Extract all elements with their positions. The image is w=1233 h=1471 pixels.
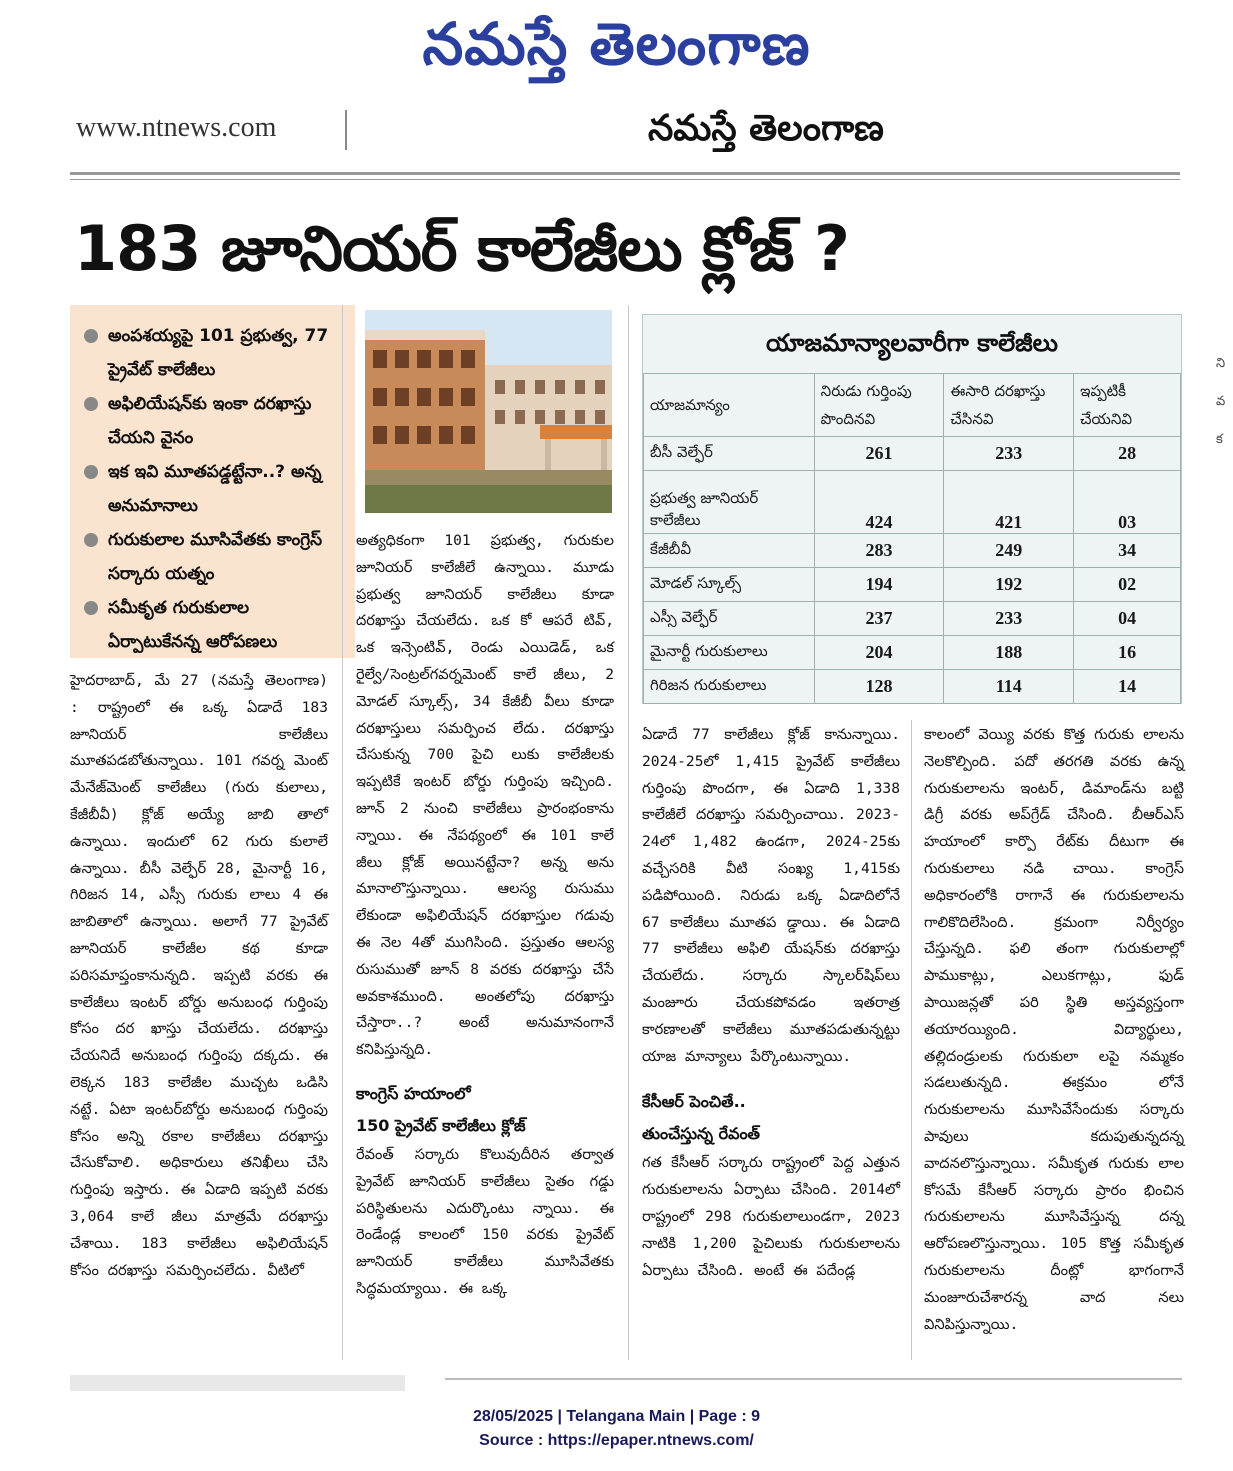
table-row (644, 602, 1181, 636)
table-cell: 421 (944, 471, 1074, 534)
column-header: ఇప్పటికీ చేయనివి (1074, 374, 1181, 437)
table-cell: 114 (944, 670, 1074, 704)
table-row (644, 670, 1181, 704)
table-cell: మైనార్టీ గురుకులాలు (644, 636, 815, 670)
website-url: www.ntnews.com (76, 112, 277, 143)
article-paragraph: రేవంత్ సర్కారు కొలువుదీరిన తర్వాత ప్రైవేట్ జూనియర్ కాలేజీలు సైతం గడ్డు పరిస్థితులను ఎదుర్కొంటు న్నాయి. ఈ రెండేండ్ల కాలంలో 150 వరకు ప్రైవేట్ జూనియర్ కాలేజీలు మూసివేతకు సిద్ధమయ్యాయి. ఈ ఒక్క (356, 1145, 614, 1297)
article-column-3 (642, 722, 900, 1284)
article-paragraph: ఏడాదే 77 కాలేజీలు క్లోజ్ కానున్నాయి. 2024-25లో 1,415 ప్రైవేట్ కాలేజీలు గుర్తింపు పొందగా, ఈ ఏడాది 1,338 కాలేజీలే దరఖాస్తు సమర్పించాయి. 2023-24లో 1,482 ఉండగా, 2024-25కు వచ్చేసరికి వీటి సంఖ్య 1,415కు పడిపోయింది. నిరుడు ఒక్క ఏడాదిలోనే 67 కాలేజీలు మూతప డ్డాయి. ఈ ఏడాది 77 కాలేజీలు అఫిలి యేషన్‌కు దరఖాస్తు చేయలేదు. సర్కారు స్కాలర్‌షిప్‌లు మంజూరు చేయకపోవడం ఇతరాత్ర కారణాలతో కాలేజీలు మూతపడుతున్నట్టు యాజ మాన్యాలు పేర్కొంటున్నాయి. (642, 726, 900, 1065)
table-cell: 128 (814, 670, 944, 704)
table-cell: 424 (814, 471, 944, 534)
table-cell: 188 (944, 636, 1074, 670)
masthead-logo-small: నమస్తే తెలంగాణ (648, 108, 884, 149)
article-paragraph: గత కేసీఆర్ సర్కారు రాష్ట్రంలో పెద్ద ఎత్తున గురుకులాలను ఏర్పాటు చేసింది. 2014లో రాష్ట్రంలో 298 గురుకులాలుండగా, 2023 నాటికి 1,200 పైచిలుకు గురుకులాలను ఏర్పాటు చేసింది. అంటే ఈ పదేండ్ల (642, 1154, 900, 1279)
college-building-photo (365, 310, 612, 513)
table-cell: ఎస్సీ వెల్ఫేర్ (644, 602, 815, 636)
footer-date-page: 28/05/2025 | Telangana Main | Page : 9 (472, 1408, 760, 1425)
table-cell: 04 (1074, 602, 1181, 636)
headline: 183 జూనియర్ కాలేజీలు క్లోజ్ ? (74, 212, 849, 285)
table-cell: కేజీబీవీ (644, 534, 815, 568)
subheading: తుంచేస్తున్న రేవంత్ (642, 1124, 761, 1144)
article-paragraph: హైదరాబాద్, మే 27 (నమస్తే తెలంగాణ) : రాష్ట్రంలో ఈ ఒక్క ఏడాదే 183 జూనియర్ కాలేజీలు మూతపడబోతున్నాయి. 101 గవర్న మెంట్ మేనేజ్‌మెంట్ కాలేజీలు (గురు కులాలు, కేజీబీవీ) క్లోజ్ అయ్యే జాబి తాలో ఉన్నాయి. ఇందులో 62 గురు కులాలే ఉన్నాయి. బీసీ వెల్ఫేర్ 28, మైనార్టీ 16, గిరిజన 14, ఎస్సీ గురుకు లాలు 4 ఈ జాబితాలో ఉన్నాయి. అలాగే 77 ప్రైవేట్ జూనియర్ కాలేజీల కథ కూడా పరిసమాప్తంకానున్నది. ఇప్పటి వరకు ఈ కాలేజీలు ఇంటర్ బోర్డు అనుబంధ గుర్తింపు కోసం దర ఖాస్తు చేయలేదు. దరఖాస్తు చేయనిదే అనుబంధ గుర్తింపు దక్కదు. ఈ లెక్కన 183 కాలేజీల ముచ్చట ఒడిసి నట్టే. ఏటా ఇంటర్‌బోర్డు అనుబంధ గుర్తింపు కోసం అన్ని రకాల కాలేజీలు దరఖాస్తు చేసుకోవాలి. అధికారులు తనిఖీలు చేసి గుర్తింపు ఇస్తారు. ఈ ఏడాది ఇప్పటి వరకు 3,064 కాలే జీలు మాత్రమే దరఖాస్తు చేశాయి. 183 కాలేజీలు అఫిలియేషన్ కోసం దరఖాస్తు సమర్పించలేదు. వీటిలో (70, 672, 328, 1279)
bullet-icon (84, 533, 98, 547)
table-cell: బీసీ వెల్ఫేర్ (644, 437, 815, 471)
bullet-icon (84, 465, 98, 479)
highlight-item: ఇక ఇవి మూతపడ్డట్టేనా..? అన్న అనుమానాలు (84, 455, 347, 523)
highlights-box (70, 305, 355, 658)
table-cell: 192 (944, 568, 1074, 602)
masthead-logo: నమస్తే తెలంగాణ (422, 10, 811, 78)
table-cell: మోడల్ స్కూల్స్ (644, 568, 815, 602)
article-paragraph: కాలంలో వెయ్యి వరకు కొత్త గురుకు లాలను నెలకొల్పింది. పదో తరగతి వరకు ఉన్న గురుకులాలను ఇంటర్, డిమాండ్‌ను బట్టి డిగ్రీ వరకు అప్‌గ్రేడ్ చేసింది. బీఆర్‌ఎస్ హయాంలో కార్పొ రేట్‌కు దీటుగా ఈ గురుకులాలు నడి చాయి. కాంగ్రెస్ అధికారంలోకి రాగానే ఈ గురుకులాలను గాలికొదిలేసింది. క్రమంగా నిర్వీర్యం చేస్తున్నది. ఫలి తంగా గురుకులాల్లో పాముకాట్లు, ఎలుకగాట్లు, ఫుడ్ పాయిజన్లతో పరి స్థితి అస్తవ్యస్తంగా తయారయ్యింది. విద్యార్థులు, తల్లిదండ్రులకు గురుకులా లపై నమ్మకం సడలుతున్నది. ఈక్రమం లోనే గురుకులాలను మూసివేసేందుకు సర్కారు పావులు కదుపుతున్నదన్న వాదనలొస్తున్నాయి. సమీకృత గురుకు లాల కోసమే కేసీఆర్ సర్కారు ప్రారం భించిన గురుకులాలను మూసివేస్తున్న దన్న ఆరోపణలొస్తున్నాయి. 105 కొత్త సమీకృత గురుకులాలను దీంట్లో భాగంగానే మంజూరుచేశారన్న వాద నలు వినిపిస్తున్నాయి. (924, 726, 1184, 1333)
table-cell: 283 (814, 534, 944, 568)
table-cell: 03 (1074, 471, 1181, 534)
column-header: యాజమాన్యం (644, 374, 815, 437)
table-cell: 02 (1074, 568, 1181, 602)
header-rule (70, 172, 1180, 175)
table-header-row (644, 374, 1181, 437)
ownership-table-box (642, 314, 1182, 704)
subheading: 150 ప్రైవేట్ కాలేజీలు క్లోజ్ (356, 1115, 526, 1135)
table-cell: 261 (814, 437, 944, 471)
column-divider (342, 305, 343, 1360)
table-cell: 28 (1074, 437, 1181, 471)
subheading: కేసీఆర్ పెంచితే.. (642, 1092, 746, 1112)
article-column-4 (924, 722, 1184, 1338)
column-divider (628, 305, 629, 1360)
highlight-item: అఫిలియేషన్‌కు ఇంకా దరఖాస్తు చేయని వైనం (84, 387, 347, 455)
table-cell: 233 (944, 602, 1074, 636)
footer-source: Source : https://epaper.ntnews.com/ (479, 1432, 754, 1449)
column-header: ఈసారి దరఖాస్తు చేసినవి (944, 374, 1074, 437)
bullet-icon (84, 601, 98, 615)
article-paragraph: అత్యధికంగా 101 ప్రభుత్వ, గురుకుల జూనియర్ కాలేజీలే ఉన్నాయి. మూడు ప్రభుత్వ జూనియర్ కాలేజీలు కూడా దరఖాస్తు చేయలేదు. ఒక కో ఆపరే టివ్, ఒక ఇన్సెంటివ్, రెండు ఎయిడెడ్, ఒక రైల్వే/సెంట్రల్‌గవర్నమెంట్ కాలే జీలు, 2 మోడల్ స్కూల్స్, 34 కేజీబీ వీలు కూడా దరఖాస్తులు సమర్పించ లేదు. దరఖాస్తు చేసుకున్న 700 పైచి లుకు కాలేజీలకు ఇప్పటికే ఇంటర్ బోర్డు గుర్తింపు ఇచ్చింది. జూన్ 2 నుంచి కాలేజీలు ప్రారంభంకాను న్నాయి. ఈ నేపథ్యంలో ఈ 101 కాలే జీలు క్లోజ్ అయినట్టేనా? అన్న అను మానాలొస్తున్నాయి. ఆలస్య రుసుము లేకుండా అఫిలియేషన్ దరఖాస్తుల గడువు ఈ నెల 4తో ముగిసింది. ప్రస్తుతం ఆలస్య రుసుముతో జూన్ 8 వరకు దరఖాస్తు చేసే అవకాశముంది. అంతలోపు దరఖాస్తు చేస్తారా..? అంటే అనుమానంగానే కనిపిస్తున్నది. (356, 532, 614, 1059)
table-row (644, 636, 1181, 670)
article-column-2 (356, 528, 614, 1303)
table-cell: గిరిజన గురుకులాలు (644, 670, 815, 704)
table-cell: 194 (814, 568, 944, 602)
subheading: కాంగ్రెస్ హయాంలో (356, 1083, 471, 1103)
table-row (644, 568, 1181, 602)
adjacent-article-fragment: ని వ క (1216, 356, 1226, 447)
table-cell: 233 (944, 437, 1074, 471)
table-cell: 204 (814, 636, 944, 670)
table-row (644, 437, 1181, 471)
table-cell: 249 (944, 534, 1074, 568)
bullet-icon (84, 329, 98, 343)
header-rule-thin (70, 179, 1180, 180)
table-cell: 34 (1074, 534, 1181, 568)
table-row (644, 534, 1181, 568)
bullet-icon (84, 397, 98, 411)
bottom-rule (445, 1378, 1182, 1380)
ownership-table (643, 373, 1181, 704)
table-cell: ప్రభుత్వ జూనియర్ కాలేజీలు (644, 471, 815, 534)
table-cell: 237 (814, 602, 944, 636)
table-title: యాజమాన్యాలవారీగా కాలేజీలు (766, 329, 1058, 357)
table-row (644, 471, 1181, 534)
table-cell: 14 (1074, 670, 1181, 704)
column-divider (911, 720, 912, 1360)
highlight-item: అంపశయ్యపై 101 ప్రభుత్వ, 77 ప్రైవేట్ కాలేజీలు (84, 319, 347, 387)
table-cell: 16 (1074, 636, 1181, 670)
article-column-1 (70, 668, 328, 1284)
highlight-item: సమీకృత గురుకులాల ఏర్పాటుకేనన్న ఆరోపణలు (84, 591, 347, 659)
highlight-item: గురుకులాల మూసివేతకు కాంగ్రెస్ సర్కారు యత్నం (84, 523, 347, 591)
bottom-bar (70, 1375, 405, 1391)
divider (345, 110, 347, 150)
column-header: నిరుడు గుర్తింపు పొందినవి (814, 374, 944, 437)
